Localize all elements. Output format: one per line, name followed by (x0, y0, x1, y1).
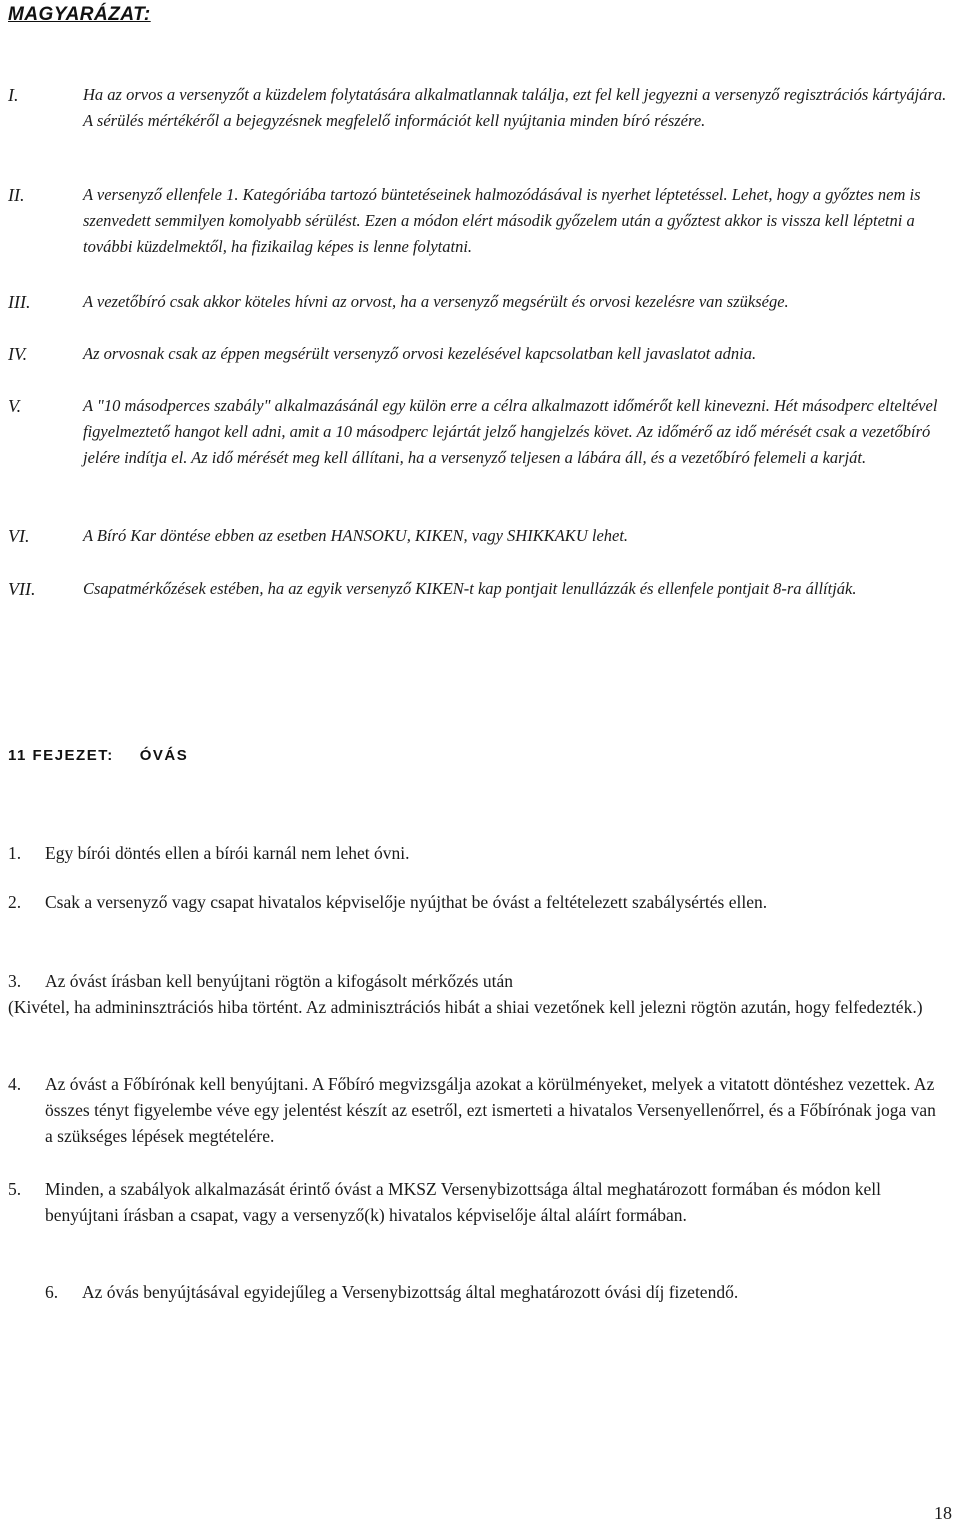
roman-item-text: A vezetőbíró csak akkor köteles hívni az orvost, ha a versenyző megsérült és orvosi kezelésre van szüksége. (83, 292, 789, 311)
roman-item-text: A "10 másodperces szabály" alkalmazásánál egy külön erre a célra alkalmazott időmérőt kell kinevezni. Hét másodperc elteltével figyelmeztető hangot kell adni, amit a 10 másodperc lejártát jelző hangjelzés követ. Az időmérő az idő mérését csak a vezetőbíró jelére indítja el. Az idő mérését meg kell állítani, ha a versenyző teljesen a lábára áll, és a vezetőbíró felemeli a karját. (83, 396, 938, 467)
numbered-item-3 (8, 968, 943, 1020)
item-text: Egy bírói döntés ellen a bírói karnál nem lehet óvni. (45, 843, 410, 863)
item-number: 6. (45, 1282, 59, 1302)
numbered-item-2 (8, 889, 943, 915)
item-number: 1. (8, 843, 22, 863)
roman-numeral: VII. (8, 579, 36, 599)
item-number: 4. (8, 1074, 22, 1094)
section-heading: MAGYARÁZAT: (8, 4, 151, 25)
numbered-item-1 (8, 840, 943, 866)
chapter-name: ÓVÁS (139, 747, 189, 764)
roman-item-text: Az orvosnak csak az éppen megsérült versenyző orvosi kezelésével kapcsolatban kell javaslatot adnia. (83, 344, 757, 363)
chapter-title (8, 747, 188, 764)
roman-item-text: A versenyző ellenfele 1. Kategóriába tartozó büntetéseinek halmozódásával is nyerhet léptetéssel. Lehet, hogy a győztes nem is szenvedett semmilyen komolyabb sérülést. Ezen a módon elért második győzelem után a győztest akkor is vissza kell léptetni a további küzdelmektől, ha fizikailag képes is lenne folytatni. (83, 185, 921, 256)
roman-item-text: Ha az orvos a versenyzőt a küzdelem folytatására alkalmatlannak találja, ezt fel kell jegyezni a versenyző regisztrációs kártyájára. A sérülés mértékéről a bejegyzésnek megfelelő információt kell nyújtania minden bíró részére. (83, 85, 947, 130)
item-text: Csak a versenyző vagy csapat hivatalos képviselője nyújthat be óvást a feltételezett szabálysértés ellen. (45, 892, 768, 912)
numbered-item-4 (8, 1071, 943, 1149)
item-number: 2. (8, 892, 22, 912)
item-continuation: (Kivétel, ha admininsztrációs hiba történt. Az adminisztrációs hibát a shiai vezetőnek kell jelezni rögtön azután, hogy felfedezték.) (8, 997, 923, 1017)
roman-item-text: Csapatmérkőzések estében, ha az egyik versenyző KIKEN-t kap pontjait lenullázzák és ellenfele pontjait 8-ra állítják. (83, 579, 857, 598)
roman-item-text: A Bíró Kar döntése ebben az esetben HANSOKU, KIKEN, vagy SHIKKAKU lehet. (83, 526, 629, 545)
item-text: Az óvás benyújtásával egyidejűleg a Versenybizottság által meghatározott óvási díj fizetendő. (82, 1282, 739, 1302)
item-number: 3. (8, 971, 22, 991)
item-text: Az óvást a Főbírónak kell benyújtani. A Főbíró megvizsgálja azokat a körülményeket, melyek a vitatott döntéshez vezettek. Az összes tényt figyelembe véve egy jelentést készít az esetről, ezt ismerteti a hivatalos Versenyellenőrrel, és a Főbírónak joga van a szükséges lépések megtételére. (45, 1074, 936, 1146)
item-text: Az óvást írásban kell benyújtani rögtön a kifogásolt mérkőzés után (45, 971, 513, 991)
roman-numeral: IV. (8, 344, 28, 364)
roman-numeral: III. (8, 292, 31, 312)
roman-numeral: I. (8, 85, 19, 105)
roman-numeral: VI. (8, 526, 30, 546)
roman-numeral: II. (8, 185, 25, 205)
chapter-number: 11 FEJEZET: (8, 747, 114, 764)
roman-numeral: V. (8, 396, 22, 416)
item-text: Minden, a szabályok alkalmazását érintő óvást a MKSZ Versenybizottsága által meghatározott formában és módon kell benyújtani írásban a csapat, vagy a versenyző(k) hivatalos képviselője által aláírt formában. (45, 1179, 882, 1225)
numbered-item-5 (8, 1176, 943, 1228)
page-number: 18 (934, 1503, 952, 1523)
item-number: 5. (8, 1179, 22, 1199)
numbered-item-6 (45, 1279, 945, 1305)
